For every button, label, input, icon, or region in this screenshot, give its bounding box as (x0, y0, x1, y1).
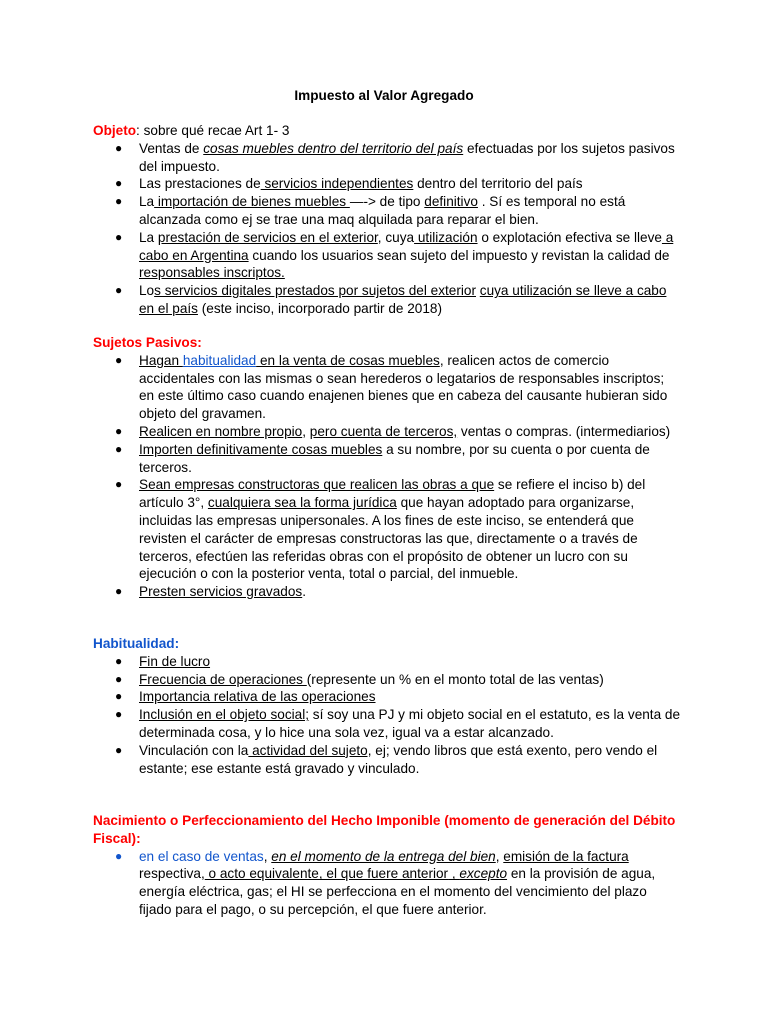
bullet-icon: ● (115, 140, 123, 155)
list-item: ● Ventas de cosas muebles dentro del territorio del país efectuadas por los sujetos pasivos del impuesto. (115, 140, 675, 174)
bullet-icon: ● (115, 707, 123, 722)
nacimiento-heading: Nacimiento o Perfeccionamiento del Hecho Imponible (momento de generación del Débito Fiscal): (93, 813, 676, 846)
bullet-icon: ● (115, 176, 123, 191)
list-item: ● Vinculación con la actividad del sujeto, ej; vendo libros que está exento, pero vendo el estante; ese estante está gravado y vinculado. (115, 742, 658, 776)
list-item: ● Las prestaciones de servicios independientes dentro del territorio del país (115, 176, 583, 192)
section-objeto (93, 122, 683, 318)
bullet-icon: ● (115, 352, 123, 367)
bullet-icon: ● (115, 848, 123, 863)
bullet-icon: ● (115, 423, 123, 438)
list-item: ● Presten servicios gravados. (115, 584, 306, 600)
section-nacimiento (93, 812, 683, 919)
bullet-icon: ● (115, 477, 123, 492)
sujetos-heading: Sujetos Pasivos: (93, 335, 202, 350)
list-item: ● Importancia relativa de las operaciones (115, 689, 376, 705)
bullet-icon: ● (115, 194, 123, 209)
list-item: ● Sean empresas constructoras que realicen las obras a que se refiere el inciso b) del artículo 3°, cualquiera sea la forma jurídica que hayan adoptado para organizarse, incluidas las empresas unipersonales. A los fines de este inciso, se entenderá que revisten el carácter de empresas constructoras las que, directamente o a través de terceros, efectúen las referidas obras con el propósito de obtener un lucro con su ejecución o con la posterior venta, total o parcial, del inmueble. (115, 477, 646, 582)
list-item: ● La importación de bienes muebles —-> de tipo definitivo . Sí es temporal no está alcanzada como ej se trae una maq alquilada para reparar el bien. (115, 194, 626, 227)
sujetos-list (93, 352, 683, 601)
bullet-icon: ● (115, 283, 123, 298)
bullet-icon: ● (115, 671, 123, 686)
habitualidad-list (93, 653, 683, 778)
objeto-list (93, 140, 683, 318)
objeto-heading-rest: : sobre qué recae Art 1- 3 (136, 123, 290, 138)
objeto-heading: Objeto (93, 123, 137, 138)
habitualidad-heading: Habitualidad: (93, 636, 180, 651)
nacimiento-list (93, 848, 683, 919)
bullet-icon: ● (115, 742, 123, 757)
list-item: ● Los servicios digitales prestados por sujetos del exterior cuya utilización se lleve a cabo en el país (este inciso, incorporado partir de 2018) (115, 283, 667, 316)
list-item: ● Inclusión en el objeto social; sí soy una PJ y mi objeto social en el estatuto, es la venta de determinada cosa, y lo hice una sola vez, igual va a estar alcanzado. (115, 707, 681, 740)
list-item: ● Frecuencia de operaciones (represente un % en el monto total de las ventas) (115, 671, 604, 687)
bullet-icon: ● (115, 689, 123, 704)
list-item: ● Fin de lucro (115, 653, 211, 669)
list-item: ● en el caso de ventas, en el momento de la entrega del bien, emisión de la factura respectiva, o acto equivalente, el que fuere anterior , excepto en la provisión de agua, energía eléctrica, gas; el HI se perfecciona en el momento del vencimiento del plazo fijado para el pago, o su percepción, el que fuere anterior. (115, 848, 656, 917)
list-item: ● La prestación de servicios en el exterior, cuya utilización o explotación efectiva se lleve a cabo en Argentina cuando los usuarios sean sujeto del impuesto y revistan la calidad de responsables inscriptos. (115, 229, 674, 281)
list-item: ● Hagan habitualidad en la venta de cosas muebles, realicen actos de comercio accidentales con las mismas o sean herederos o legatarios de responsables inscriptos; en este último caso cuando enajenen bienes que en cabeza del causante hubieran sido objeto del gravamen. (115, 352, 668, 422)
bullet-icon: ● (115, 584, 123, 599)
list-item: ● Importen definitivamente cosas muebles a su nombre, por su cuenta o por cuenta de terceros. (115, 441, 650, 475)
habitualidad-link[interactable]: habitualidad (182, 352, 257, 368)
page-title: Impuesto al Valor Agregado (294, 88, 474, 103)
bullet-icon: ● (115, 653, 123, 668)
section-sujetos-pasivos (93, 334, 683, 601)
section-habitualidad (93, 635, 683, 777)
list-item: ● Realicen en nombre propio, pero cuenta de terceros, ventas o compras. (intermediarios) (115, 423, 671, 439)
bullet-icon: ● (115, 229, 123, 244)
bullet-icon: ● (115, 441, 123, 456)
